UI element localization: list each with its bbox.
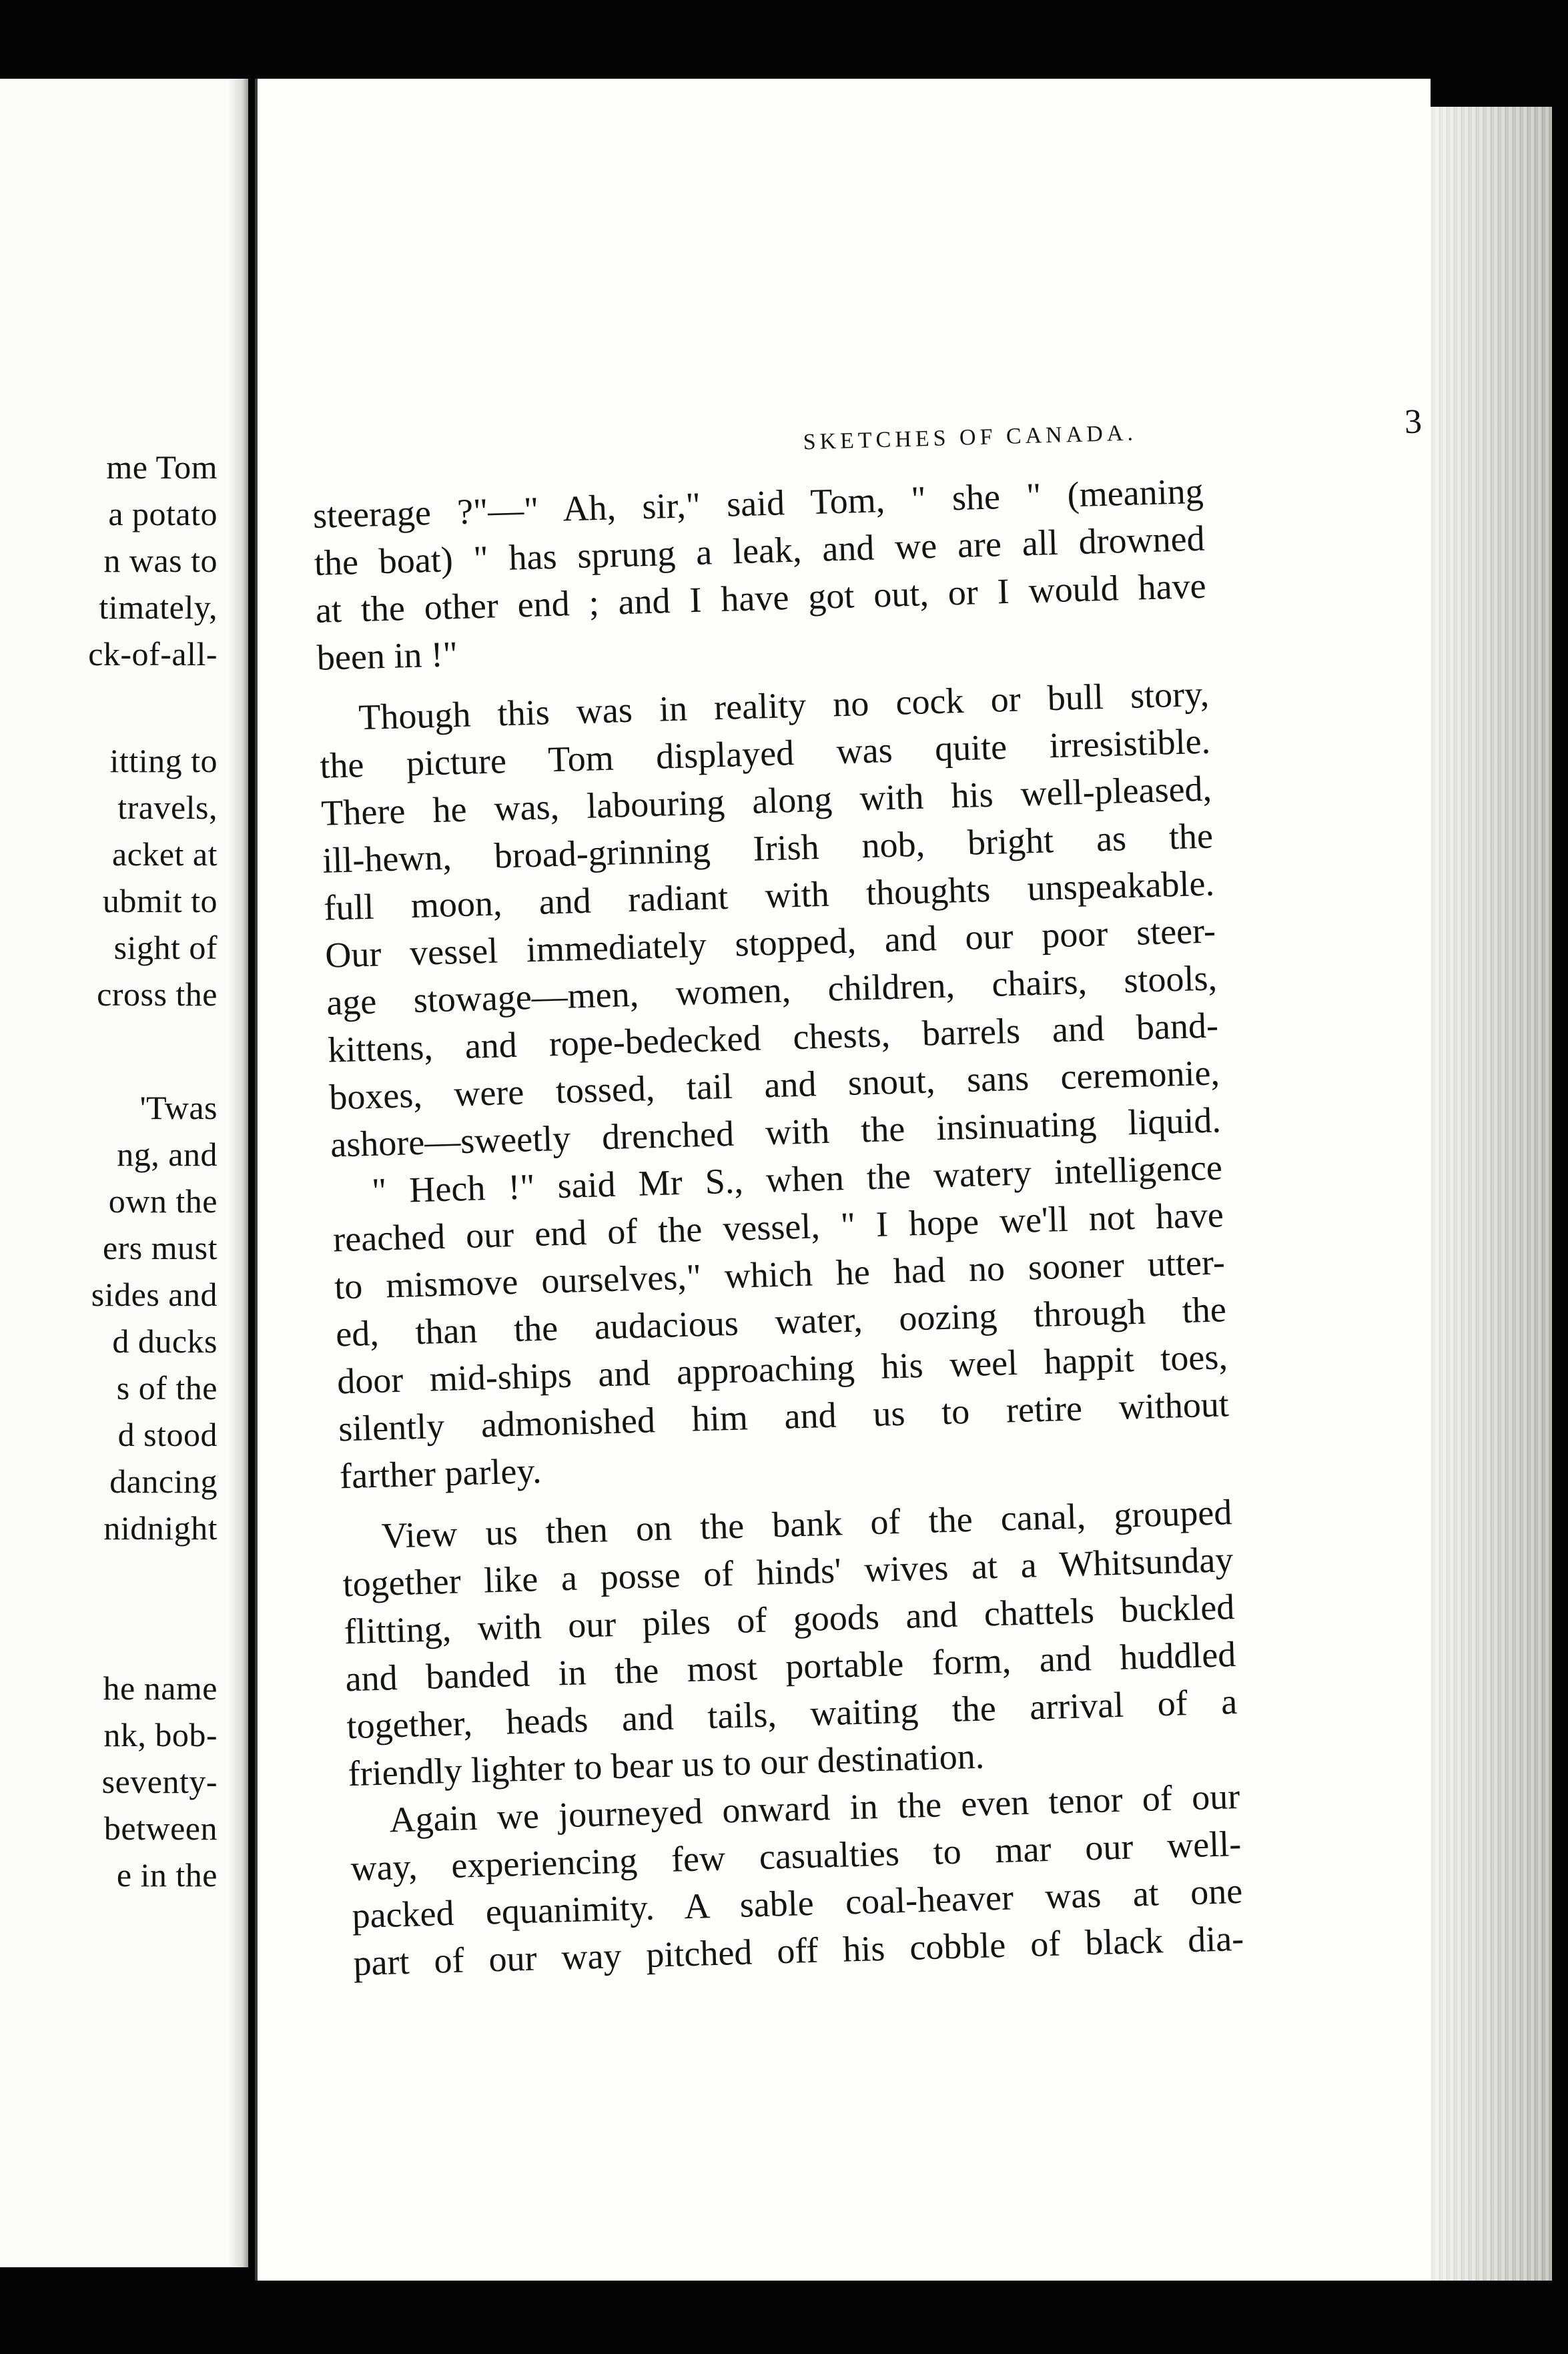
left-line: ers must — [102, 1229, 218, 1266]
left-line: itting to — [109, 742, 218, 779]
text-line: the picture Tom displayed was quite irresistible. — [319, 721, 1211, 786]
running-title: SKETCHES OF CANADA. — [803, 420, 1138, 455]
text-line: " Hech !" said Mr S., when the watery intelligence — [371, 1147, 1223, 1211]
paragraph — [312, 468, 1208, 682]
left-line: s of the — [116, 1369, 218, 1407]
text-line: way, experiencing few casualties to mar our well- — [350, 1823, 1242, 1889]
text-line: friendly lighter to bear us to our destination. — [347, 1735, 985, 1794]
text-line: farther parley. — [339, 1450, 542, 1497]
left-line: a potato — [108, 495, 218, 532]
left-line: me Tom — [106, 448, 218, 486]
text-line: at the other end ; and I have got out, or I would have — [315, 565, 1207, 631]
left-line: dancing — [109, 1463, 218, 1500]
text-line: full moon, and radiant with thoughts unspeakable. — [323, 863, 1215, 928]
text-line: boxes, were tossed, tail and snout, sans ceremonie, — [328, 1052, 1220, 1118]
left-line: d stood — [117, 1416, 218, 1453]
left-line: seventy- — [101, 1763, 218, 1800]
paragraph — [341, 1489, 1239, 1798]
left-line: sight of — [113, 929, 218, 966]
text-line: Our vessel immediately stopped, and our poor steer- — [324, 910, 1216, 975]
text-line: together, heads and tails, waiting the arrival of a — [346, 1681, 1238, 1747]
body-text — [312, 468, 1244, 1987]
paragraph — [331, 1144, 1230, 1500]
left-line: 'Twas — [139, 1089, 218, 1126]
left-line: between — [103, 1810, 218, 1847]
text-line: ill-hewn, broad-grinning Irish nob, bright as the — [322, 815, 1214, 881]
left-line: nk, bob- — [103, 1716, 218, 1753]
text-line: ashore—sweetly drenched with the insinuating liquid. — [330, 1100, 1222, 1165]
left-line: travels, — [117, 789, 218, 826]
text-line: ed, than the audacious water, oozing through the — [335, 1289, 1227, 1354]
left-line: e in the — [116, 1856, 218, 1894]
left-line: own the — [108, 1182, 218, 1220]
page-edges — [1428, 107, 1552, 2281]
left-line: nidnight — [103, 1509, 218, 1547]
left-line: d ducks — [112, 1322, 218, 1360]
page-number: 3 — [1404, 402, 1423, 442]
text-line: been in !" — [316, 634, 458, 678]
text-line: together like a posse of hinds' wives at a Whitsunday — [342, 1539, 1234, 1605]
text-line: door mid-ships and approaching his weel happit toes, — [336, 1336, 1228, 1402]
left-line: timately, — [99, 588, 218, 626]
text-line: reached our end of the vessel, " I hope we'll not have — [332, 1194, 1224, 1260]
text-line: to mismove ourselves," which he had no sooner utter- — [334, 1242, 1226, 1307]
text-line: silently admonished him and us to retire without — [338, 1384, 1230, 1449]
paragraph — [349, 1773, 1244, 1987]
text-line: Again we journeyed onward in the even tenor of our — [388, 1776, 1240, 1840]
left-line: he name — [103, 1669, 218, 1707]
book-gutter — [228, 79, 248, 2267]
text-line: Though this was in reality no cock or bull story, — [358, 673, 1210, 738]
text-line: packed equanimity. A sable coal-heaver was at one — [351, 1870, 1243, 1936]
text-line: steerage ?"—" Ah, sir," said Tom, " she " (meaning — [312, 470, 1204, 536]
left-line: ck-of-all- — [88, 635, 218, 673]
text-line: age stowage—men, women, children, chairs, stools, — [326, 957, 1218, 1023]
text-line: and banded in the most portable form, and huddled — [344, 1634, 1236, 1699]
text-line: part of our way pitched off his cobble of black dia- — [352, 1918, 1244, 1984]
left-line: ng, and — [117, 1136, 218, 1173]
text-line: flitting, with our piles of goods and chattels buckled — [343, 1587, 1236, 1652]
left-line: sides and — [91, 1276, 218, 1313]
left-line: ubmit to — [102, 882, 218, 919]
right-page — [255, 79, 1431, 2281]
left-line: cross the — [97, 975, 218, 1013]
text-line: View us then on the bank of the canal, grouped — [380, 1492, 1233, 1556]
left-line: acket at — [111, 835, 218, 873]
left-line: n was to — [103, 542, 218, 579]
text-line: kittens, and rope-bedecked chests, barrels and band- — [327, 1005, 1219, 1070]
running-head — [524, 402, 1423, 455]
paragraph — [318, 671, 1221, 1169]
text-line: the boat) " has sprung a leak, and we are all drowned — [314, 518, 1206, 583]
text-line: There he was, labouring along with his well-pleased, — [320, 768, 1212, 833]
left-page — [0, 79, 248, 2267]
